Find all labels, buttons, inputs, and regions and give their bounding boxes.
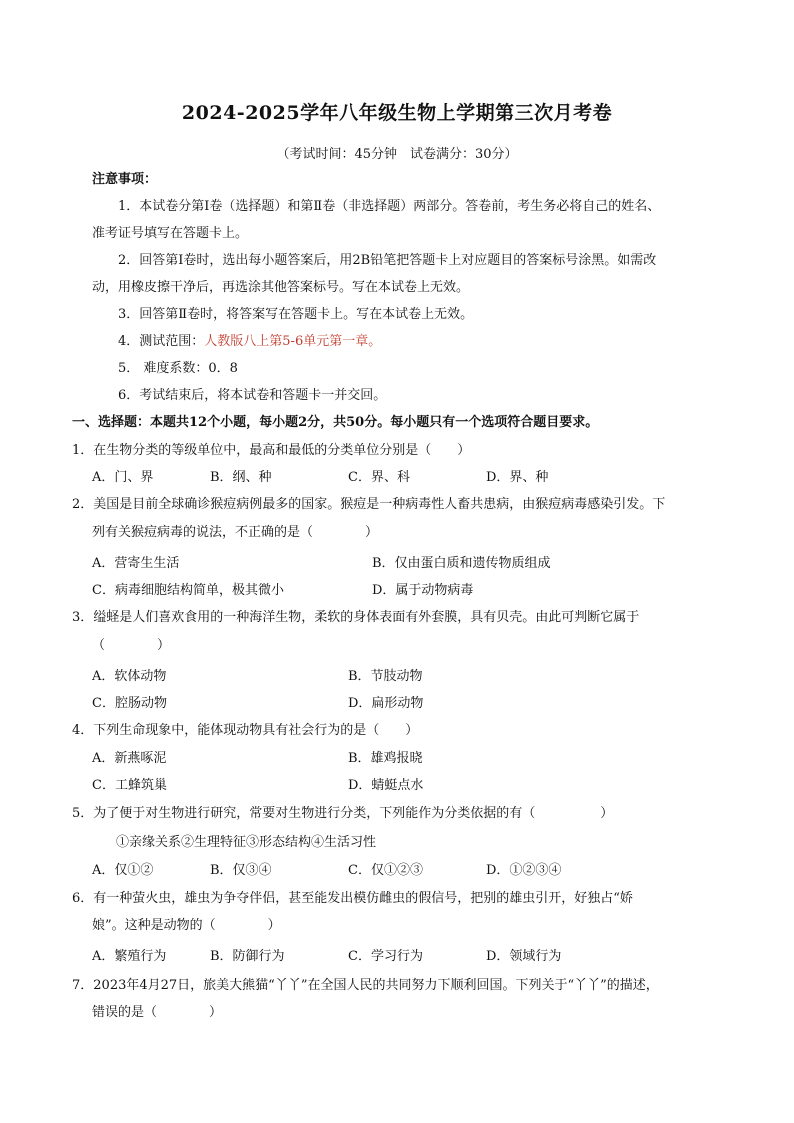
q2-option-c: C．病毒细胞结构简单，极其微小: [92, 583, 284, 598]
question-3-stem-1: 3．缢蛏是人们喜欢食用的一种海洋生物，柔软的身体表面有外套膜，具有贝壳。由此可判断它属于: [72, 610, 640, 625]
q6-option-c: C．学习行为: [348, 949, 423, 964]
q2-option-d: D．属于动物病毒: [372, 583, 474, 598]
q1-option-b: B．纲、种: [210, 470, 272, 485]
notes-heading: 注意事项：: [92, 172, 158, 187]
q4-option-d: D．蜻蜓点水: [348, 778, 424, 793]
exam-info: （考试时间：45分钟 试卷满分：30分）: [276, 147, 518, 162]
q5-option-b: B．仅③④: [210, 863, 272, 878]
note-6: 6．考试结束后，将本试卷和答题卡一并交回。: [118, 388, 387, 403]
q3-option-d: D．扁形动物: [348, 696, 424, 711]
note-4-range: 人教版八上第5-6单元第一章。: [204, 334, 382, 349]
q5-option-c: C．仅①②③: [348, 863, 423, 878]
question-5-list: ①亲缘关系②生理特征③形态结构④生活习性: [116, 835, 377, 850]
question-6-stem-1: 6．有一种萤火虫，雄虫为争夺伴侣，甚至能发出模仿雌虫的假信号，把别的雄虫引开，好独占“娇: [72, 891, 633, 906]
question-6-stem-2: 娘”。这种是动物的（ ）: [92, 918, 281, 933]
question-2-stem-2: 列有关猴痘病毒的说法，不正确的是（ ）: [92, 525, 379, 540]
q6-option-d: D．领域行为: [486, 949, 562, 964]
note-2a: 2．回答第Ⅰ卷时，选出每小题答案后，用2B铅笔把答题卡上对应题目的答案标号涂黑。如需改: [118, 253, 657, 268]
q5-option-d: D．①②③④: [486, 863, 562, 878]
q2-option-b: B．仅由蛋白质和遗传物质组成: [372, 556, 551, 571]
note-4-prefix: 4．测试范围：: [118, 334, 205, 349]
q4-option-b: B．雄鸡报晓: [348, 751, 423, 766]
question-1-stem: 1．在生物分类的等级单位中，最高和最低的分类单位分别是（ ）: [72, 443, 471, 458]
q6-option-a: A．繁殖行为: [92, 949, 167, 964]
q5-option-a: A．仅①②: [92, 863, 154, 878]
q3-option-a: A．软体动物: [92, 669, 167, 684]
question-4-stem: 4．下列生命现象中，能体现动物具有社会行为的是（ ）: [72, 723, 419, 738]
q3-option-c: C．腔肠动物: [92, 696, 167, 711]
q4-option-a: A．新燕啄泥: [92, 751, 167, 766]
note-3: 3．回答第Ⅱ卷时，将答案写在答题卡上。写在本试卷上无效。: [118, 307, 474, 322]
note-1b: 准考证号填写在答题卡上。: [92, 226, 249, 241]
question-5-stem: 5．为了便于对生物进行研究，常要对生物进行分类，下列能作为分类依据的有（ ）: [72, 806, 614, 821]
question-7-stem-2: 错误的是（ ）: [92, 1005, 223, 1020]
q3-option-b: B．节肢动物: [348, 669, 423, 684]
q2-option-a: A．营寄生生活: [92, 556, 180, 571]
question-7-stem-1: 7．2023年4月27日，旅美大熊猫“丫丫”在全国人民的共同努力下顺利回国。下列关于“丫丫”的描述，: [72, 978, 659, 993]
note-2b: 动，用橡皮擦干净后，再选涂其他答案标号。写在本试卷上无效。: [92, 280, 470, 295]
question-2-stem-1: 2．美国是目前全球确诊猴痘病例最多的国家。猴痘是一种病毒性人畜共患病，由猴痘病毒感染引发。下: [72, 497, 666, 512]
note-5: 5． 难度系数：0．8: [118, 361, 238, 376]
note-1a: 1．本试卷分第Ⅰ卷（选择题）和第Ⅱ卷（非选择题）两部分。答卷前，考生务必将自己的姓名、: [118, 199, 661, 214]
section-heading: 一、选择题：本题共12个小题，每小题2分，共50分。每小题只有一个选项符合题目要求。: [72, 415, 599, 430]
q6-option-b: B．防御行为: [210, 949, 285, 964]
page-title: 2024-2025学年八年级生物上学期第三次月考卷: [181, 102, 613, 124]
note-4: [118, 333, 381, 351]
q4-option-c: C．工蜂筑巢: [92, 778, 167, 793]
q1-option-c: C．界、科: [348, 470, 410, 485]
question-3-stem-2: （ ）: [92, 638, 171, 653]
q1-option-a: A．门、界: [92, 470, 154, 485]
q1-option-d: D．界、种: [486, 470, 549, 485]
